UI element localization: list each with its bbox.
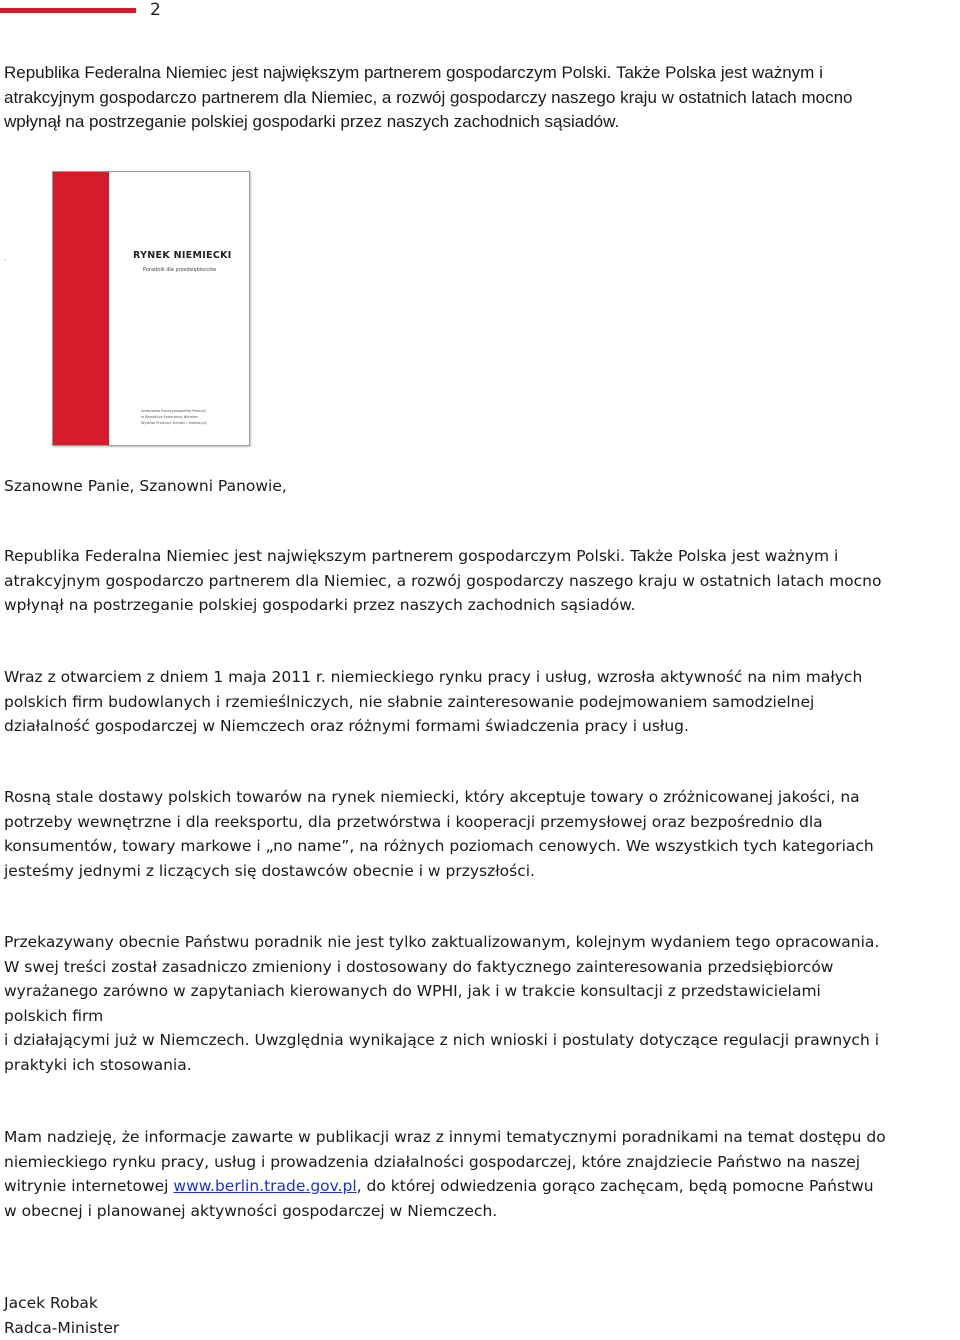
paragraph-line: W swej treści został zasadniczo zmieniony i dostosowany do faktycznego zainteresowania przedsiębiorców (4, 955, 958, 980)
cover-subtitle: Poradnik dla przedsiębiorców (143, 267, 216, 273)
paragraph-line: niemieckiego rynku pracy, usług i prowadzenia działalności gospodarczej, które znajdziecie Państwo na naszej (4, 1150, 958, 1175)
paragraph-line: działalność gospodarczej w Niemczech oraz różnymi formami świadczenia pracy i usług. (4, 714, 958, 739)
paragraph-line: i działającymi już w Niemczech. Uwzględnia wynikające z nich wnioski i postulaty dotyczące regulacji prawnych i (4, 1028, 958, 1053)
page-number: 2 (150, 0, 161, 20)
paragraph-line: praktyki ich stosowania. (4, 1053, 958, 1078)
letter-paragraph-1 (4, 544, 958, 618)
cover-title: RYNEK NIEMIECKI (133, 250, 232, 261)
paragraph-line: wpłynął na postrzeganie polskiej gospodarki przez naszych zachodnich sąsiadów. (4, 593, 958, 618)
signature-name: Jacek Robak (4, 1291, 958, 1316)
cover-footer-line: w Republice Federalnej Niemiec (141, 414, 207, 420)
paragraph-line: w obecnej i planowanej aktywności gospodarczej w Niemczech. (4, 1199, 958, 1224)
page-number-bar (0, 8, 136, 13)
paragraph-line: Mam nadzieję, że informacje zawarte w publikacji wraz z innymi tematycznymi poradnikami na temat dostępu do (4, 1125, 958, 1150)
paragraph-line: polskich firm (4, 1004, 958, 1029)
paragraph-line: Republika Federalna Niemiec jest największym partnerem gospodarczym Polski. Także Polska jest ważnym i (4, 544, 958, 569)
letter-paragraph-3 (4, 785, 958, 883)
paragraph-line: wyrażanego zarówno w zapytaniach kierowanych do WPHI, jak i w trakcie konsultacji z przedstawicielami (4, 979, 958, 1004)
intro-line: Republika Federalna Niemiec jest największym partnerem gospodarczym Polski. Także Polska jest ważnym i (4, 61, 958, 86)
cover-footer (141, 408, 207, 426)
cover-dot: - (4, 256, 6, 263)
paragraph-line: polskich firm budowlanych i rzemieślniczych, nie słabnie zainteresowanie podejmowaniem samodzielnej (4, 690, 958, 715)
paragraph-line (4, 1174, 958, 1199)
letter-paragraph-4 (4, 930, 958, 1077)
paragraph-text: witrynie internetowej (4, 1177, 173, 1195)
cover-footer-line: Wydział Promocji Handlu i Inwestycji (141, 420, 207, 426)
intro-line: wpłynął na postrzeganie polskiej gospodarki przez naszych zachodnich sąsiadów. (4, 110, 958, 135)
paragraph-line: Rosną stale dostawy polskich towarów na rynek niemiecki, który akceptuje towary o zróżnicowanej jakości, na (4, 785, 958, 810)
signature-title: Radca-Minister (4, 1316, 958, 1340)
publication-cover-image (52, 171, 250, 446)
paragraph-line: Przekazywany obecnie Państwu poradnik nie jest tylko zaktualizowanym, kolejnym wydaniem tego opracowania. (4, 930, 958, 955)
letter-paragraph-5 (4, 1125, 958, 1223)
paragraph-line: konsumentów, towary markowe i „no name”, na różnych poziomach cenowych. We wszystkich tych kategoriach (4, 834, 958, 859)
intro-paragraph (4, 61, 958, 135)
paragraph-line: Wraz z otwarciem z dniem 1 maja 2011 r. niemieckiego rynku pracy i usług, wzrosła aktywność na nim małych (4, 665, 958, 690)
website-link[interactable]: www.berlin.trade.gov.pl (173, 1177, 356, 1195)
letter-paragraph-2 (4, 665, 958, 739)
paragraph-text: , do której odwiedzenia gorąco zachęcam, będą pomocne Państwu (357, 1177, 874, 1195)
salutation: Szanowne Panie, Szanowni Panowie, (4, 474, 958, 499)
paragraph-line: jesteśmy jednymi z liczących się dostawców obecnie i w przyszłości. (4, 859, 958, 884)
paragraph-line: atrakcyjnym gospodarczo partnerem dla Niemiec, a rozwój gospodarczy naszego kraju w ostatnich latach mocno (4, 569, 958, 594)
intro-line: atrakcyjnym gospodarczo partnerem dla Niemiec, a rozwój gospodarczy naszego kraju w ostatnich latach mocno (4, 86, 958, 111)
paragraph-line: potrzeby wewnętrzne i dla reeksportu, dla przetwórstwa i kooperacji przemysłowej oraz bezpośrednio dla (4, 810, 958, 835)
cover-footer-line: Ambasada Rzeczypospolitej Polskiej (141, 408, 207, 414)
signature-block (4, 1291, 958, 1340)
cover-red-band (53, 172, 109, 445)
